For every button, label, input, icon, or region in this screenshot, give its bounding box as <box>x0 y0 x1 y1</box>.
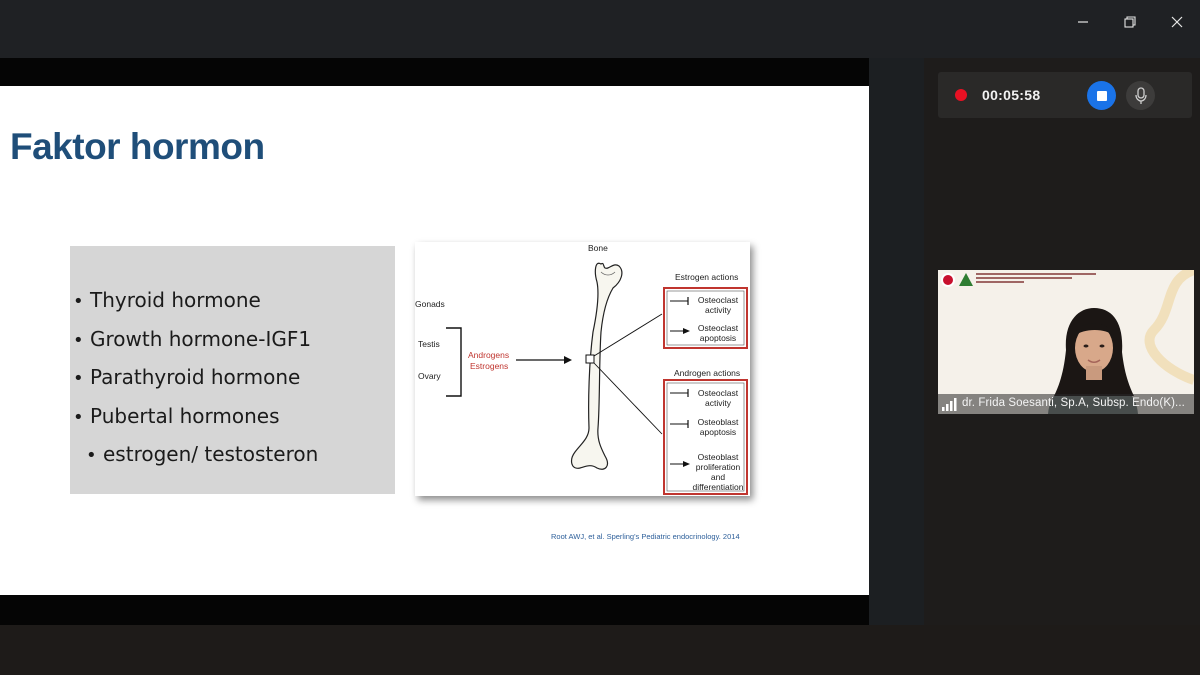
participants-panel <box>924 58 1200 625</box>
bone-focus-box <box>586 355 594 363</box>
participant-name: dr. Frida Soesanti, Sp.A, Subsp. Endo(K)... <box>962 397 1185 409</box>
bullet-item <box>73 398 318 437</box>
bullet-dot-icon: • <box>86 445 97 466</box>
bone-hormone-diagram <box>415 242 750 496</box>
androgen-action-item: Osteoblast apoptosis <box>697 417 739 437</box>
participant-name-bar <box>938 394 1194 414</box>
testis-label: Testis <box>418 339 440 349</box>
recording-bar <box>938 72 1192 118</box>
bone-label: Bone <box>588 243 608 253</box>
close-icon <box>1171 16 1183 28</box>
bullet-text: Parathyroid hormone <box>90 365 301 389</box>
bullet-list <box>73 282 318 475</box>
shared-screen <box>0 58 869 625</box>
bullet-text: estrogen/ testosteron <box>103 442 319 466</box>
bullet-text: Growth hormone-IGF1 <box>90 326 312 351</box>
organization-logo-icon <box>941 273 955 287</box>
presentation-slide <box>0 86 869 595</box>
slide-title: Faktor hormon <box>10 126 265 167</box>
bullet-dot-icon: • <box>73 368 84 389</box>
restore-button[interactable] <box>1107 0 1153 44</box>
signal-strength-icon <box>942 398 958 411</box>
bullet-box <box>70 246 395 494</box>
androgen-actions-heading: Androgen actions <box>674 368 741 378</box>
gonads-bracket <box>446 328 461 396</box>
arrow-head-icon <box>564 356 572 364</box>
minimize-icon <box>1077 16 1089 28</box>
androgen-action-item: Osteoclast activity <box>697 388 739 408</box>
sub-bullet-item <box>73 436 318 475</box>
bullet-item <box>73 282 318 321</box>
bullet-dot-icon: • <box>73 329 84 351</box>
gonads-label: Gonads <box>415 299 445 309</box>
screen-share-area <box>0 58 924 625</box>
stop-icon <box>1097 91 1107 101</box>
bullet-dot-icon: • <box>73 291 84 312</box>
title-bar <box>0 0 1200 58</box>
estrogens-label: Estrogens <box>470 361 509 371</box>
ovary-label: Ovary <box>418 371 441 381</box>
participant-video-tile[interactable] <box>938 270 1194 414</box>
recording-timer: 00:05:58 <box>982 87 1041 103</box>
bullet-text: Thyroid hormone <box>90 288 261 312</box>
bullet-text: Pubertal hormones <box>90 403 280 428</box>
stop-recording-button[interactable] <box>1087 81 1116 110</box>
microphone-icon <box>1134 87 1148 105</box>
microphone-button[interactable] <box>1126 81 1155 110</box>
bullet-item <box>73 359 318 398</box>
record-dot-icon <box>955 89 967 101</box>
androgen-action-item: Osteoblast proliferation and differentiation <box>692 452 744 492</box>
restore-icon <box>1124 16 1136 28</box>
bottom-bar <box>0 625 1200 675</box>
slide-citation: Root AWJ, et al. Sperling's Pediatric endocrinology. 2014 <box>551 532 740 541</box>
close-button[interactable] <box>1154 0 1200 44</box>
tree-logo-icon <box>959 273 973 286</box>
bullet-item <box>73 321 318 360</box>
estrogen-action-item: Osteoclast apoptosis <box>697 323 739 343</box>
bullet-dot-icon: • <box>73 406 84 428</box>
banner-text-lines <box>976 273 1096 287</box>
minimize-button[interactable] <box>1060 0 1106 44</box>
estrogen-action-item: Osteoclast activity <box>697 295 739 315</box>
androgens-label: Androgens <box>468 350 510 360</box>
estrogen-actions-heading: Estrogen actions <box>675 272 739 282</box>
